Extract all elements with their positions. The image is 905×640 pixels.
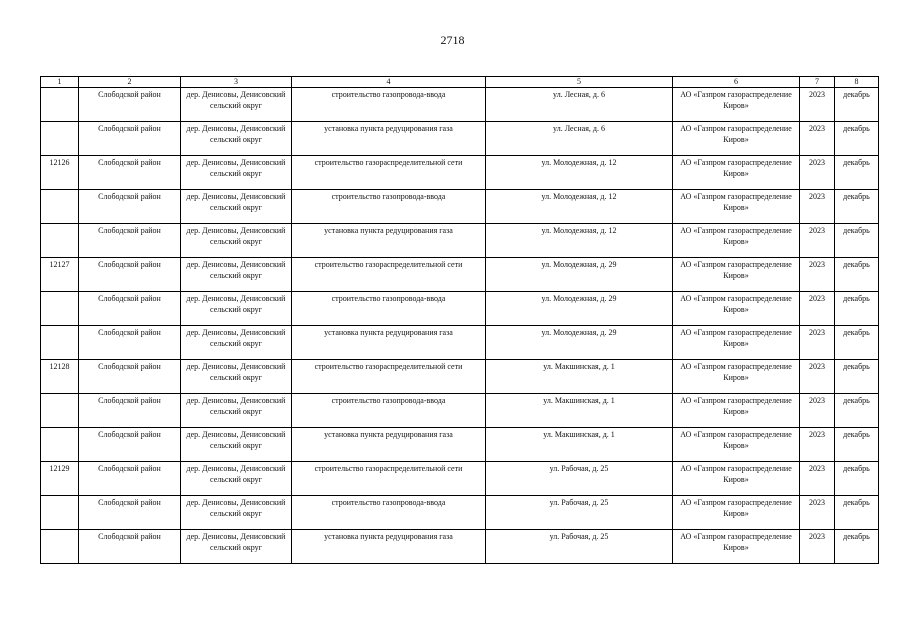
table-row: [41, 156, 879, 190]
work-type-cell: установка пункта редуцирования газа: [292, 428, 486, 462]
organization-cell: АО «Газпром газораспределение Киров»: [673, 428, 800, 462]
year-cell: 2023: [800, 326, 835, 360]
row-number-cell: [41, 326, 79, 360]
settlement-cell: дер. Денисовы, Денисовский сельский округ: [181, 190, 292, 224]
year-cell: 2023: [800, 156, 835, 190]
work-type-cell: строительство газораспределительной сети: [292, 156, 486, 190]
table-row: [41, 258, 879, 292]
work-type-cell: установка пункта редуцирования газа: [292, 122, 486, 156]
year-cell: 2023: [800, 122, 835, 156]
month-cell: декабрь: [835, 224, 879, 258]
district-cell: Слободской район: [79, 394, 181, 428]
row-number-cell: 12127: [41, 258, 79, 292]
address-cell: ул. Молодежная, д. 29: [486, 258, 673, 292]
settlement-cell: дер. Денисовы, Денисовский сельский округ: [181, 224, 292, 258]
table-row: [41, 292, 879, 326]
month-cell: декабрь: [835, 394, 879, 428]
settlement-cell: дер. Денисовы, Денисовский сельский округ: [181, 88, 292, 122]
row-number-cell: [41, 190, 79, 224]
work-type-cell: строительство газопровода-ввода: [292, 394, 486, 428]
settlement-cell: дер. Денисовы, Денисовский сельский округ: [181, 122, 292, 156]
year-cell: 2023: [800, 496, 835, 530]
table-row: [41, 428, 879, 462]
row-number-cell: [41, 496, 79, 530]
year-cell: 2023: [800, 258, 835, 292]
column-number-header: 4: [292, 77, 486, 88]
column-number-row: [41, 77, 879, 88]
organization-cell: АО «Газпром газораспределение Киров»: [673, 496, 800, 530]
year-cell: 2023: [800, 462, 835, 496]
row-number-cell: 12129: [41, 462, 79, 496]
table-row: [41, 530, 879, 564]
settlement-cell: дер. Денисовы, Денисовский сельский округ: [181, 462, 292, 496]
organization-cell: АО «Газпром газораспределение Киров»: [673, 122, 800, 156]
district-cell: Слободской район: [79, 326, 181, 360]
district-cell: Слободской район: [79, 224, 181, 258]
organization-cell: АО «Газпром газораспределение Киров»: [673, 360, 800, 394]
month-cell: декабрь: [835, 122, 879, 156]
row-number-cell: [41, 530, 79, 564]
month-cell: декабрь: [835, 360, 879, 394]
settlement-cell: дер. Денисовы, Денисовский сельский округ: [181, 394, 292, 428]
table-row: [41, 326, 879, 360]
address-cell: ул. Рабочая, д. 25: [486, 530, 673, 564]
district-cell: Слободской район: [79, 496, 181, 530]
row-number-cell: 12128: [41, 360, 79, 394]
table-row: [41, 462, 879, 496]
month-cell: декабрь: [835, 326, 879, 360]
month-cell: декабрь: [835, 496, 879, 530]
address-cell: ул. Лесная, д. 6: [486, 122, 673, 156]
table-row: [41, 88, 879, 122]
gasification-schedule-table: [40, 76, 879, 564]
year-cell: 2023: [800, 394, 835, 428]
column-number-header: 1: [41, 77, 79, 88]
month-cell: декабрь: [835, 88, 879, 122]
column-number-header: 6: [673, 77, 800, 88]
table-row: [41, 122, 879, 156]
work-type-cell: строительство газопровода-ввода: [292, 190, 486, 224]
year-cell: 2023: [800, 360, 835, 394]
work-type-cell: строительство газопровода-ввода: [292, 88, 486, 122]
district-cell: Слободской район: [79, 122, 181, 156]
organization-cell: АО «Газпром газораспределение Киров»: [673, 292, 800, 326]
address-cell: ул. Лесная, д. 6: [486, 88, 673, 122]
address-cell: ул. Макшинская, д. 1: [486, 360, 673, 394]
address-cell: ул. Рабочая, д. 25: [486, 462, 673, 496]
organization-cell: АО «Газпром газораспределение Киров»: [673, 88, 800, 122]
work-type-cell: установка пункта редуцирования газа: [292, 326, 486, 360]
table-row: [41, 360, 879, 394]
table-row: [41, 394, 879, 428]
row-number-cell: [41, 122, 79, 156]
address-cell: ул. Молодежная, д. 12: [486, 156, 673, 190]
settlement-cell: дер. Денисовы, Денисовский сельский округ: [181, 496, 292, 530]
organization-cell: АО «Газпром газораспределение Киров»: [673, 258, 800, 292]
settlement-cell: дер. Денисовы, Денисовский сельский округ: [181, 360, 292, 394]
year-cell: 2023: [800, 292, 835, 326]
address-cell: ул. Макшинская, д. 1: [486, 428, 673, 462]
settlement-cell: дер. Денисовы, Денисовский сельский округ: [181, 258, 292, 292]
district-cell: Слободской район: [79, 462, 181, 496]
work-type-cell: установка пункта редуцирования газа: [292, 224, 486, 258]
district-cell: Слободской район: [79, 258, 181, 292]
work-type-cell: строительство газопровода-ввода: [292, 292, 486, 326]
settlement-cell: дер. Денисовы, Денисовский сельский округ: [181, 156, 292, 190]
address-cell: ул. Молодежная, д. 12: [486, 224, 673, 258]
month-cell: декабрь: [835, 462, 879, 496]
organization-cell: АО «Газпром газораспределение Киров»: [673, 190, 800, 224]
address-cell: ул. Макшинская, д. 1: [486, 394, 673, 428]
row-number-cell: [41, 394, 79, 428]
address-cell: ул. Рабочая, д. 25: [486, 496, 673, 530]
district-cell: Слободской район: [79, 156, 181, 190]
column-number-header: 5: [486, 77, 673, 88]
work-type-cell: строительство газораспределительной сети: [292, 360, 486, 394]
organization-cell: АО «Газпром газораспределение Киров»: [673, 326, 800, 360]
month-cell: декабрь: [835, 292, 879, 326]
month-cell: декабрь: [835, 258, 879, 292]
work-type-cell: установка пункта редуцирования газа: [292, 530, 486, 564]
month-cell: декабрь: [835, 428, 879, 462]
address-cell: ул. Молодежная, д. 12: [486, 190, 673, 224]
organization-cell: АО «Газпром газораспределение Киров»: [673, 530, 800, 564]
address-cell: ул. Молодежная, д. 29: [486, 292, 673, 326]
year-cell: 2023: [800, 428, 835, 462]
work-type-cell: строительство газопровода-ввода: [292, 496, 486, 530]
year-cell: 2023: [800, 88, 835, 122]
organization-cell: АО «Газпром газораспределение Киров»: [673, 224, 800, 258]
column-number-header: 7: [800, 77, 835, 88]
month-cell: декабрь: [835, 530, 879, 564]
settlement-cell: дер. Денисовы, Денисовский сельский округ: [181, 326, 292, 360]
table-row: [41, 190, 879, 224]
year-cell: 2023: [800, 530, 835, 564]
settlement-cell: дер. Денисовы, Денисовский сельский округ: [181, 292, 292, 326]
work-type-cell: строительство газораспределительной сети: [292, 462, 486, 496]
organization-cell: АО «Газпром газораспределение Киров»: [673, 394, 800, 428]
row-number-cell: [41, 88, 79, 122]
district-cell: Слободской район: [79, 530, 181, 564]
organization-cell: АО «Газпром газораспределение Киров»: [673, 462, 800, 496]
table-row: [41, 496, 879, 530]
table-row: [41, 224, 879, 258]
district-cell: Слободской район: [79, 292, 181, 326]
page-number: 2718: [440, 33, 465, 47]
row-number-cell: [41, 428, 79, 462]
column-number-header: 2: [79, 77, 181, 88]
row-number-cell: 12126: [41, 156, 79, 190]
row-number-cell: [41, 292, 79, 326]
district-cell: Слободской район: [79, 190, 181, 224]
column-number-header: 3: [181, 77, 292, 88]
work-type-cell: строительство газораспределительной сети: [292, 258, 486, 292]
district-cell: Слободской район: [79, 428, 181, 462]
table-body: [41, 88, 879, 564]
organization-cell: АО «Газпром газораспределение Киров»: [673, 156, 800, 190]
month-cell: декабрь: [835, 156, 879, 190]
settlement-cell: дер. Денисовы, Денисовский сельский округ: [181, 530, 292, 564]
district-cell: Слободской район: [79, 360, 181, 394]
address-cell: ул. Молодежная, д. 29: [486, 326, 673, 360]
month-cell: декабрь: [835, 190, 879, 224]
settlement-cell: дер. Денисовы, Денисовский сельский округ: [181, 428, 292, 462]
year-cell: 2023: [800, 224, 835, 258]
column-number-header: 8: [835, 77, 879, 88]
year-cell: 2023: [800, 190, 835, 224]
row-number-cell: [41, 224, 79, 258]
district-cell: Слободской район: [79, 88, 181, 122]
